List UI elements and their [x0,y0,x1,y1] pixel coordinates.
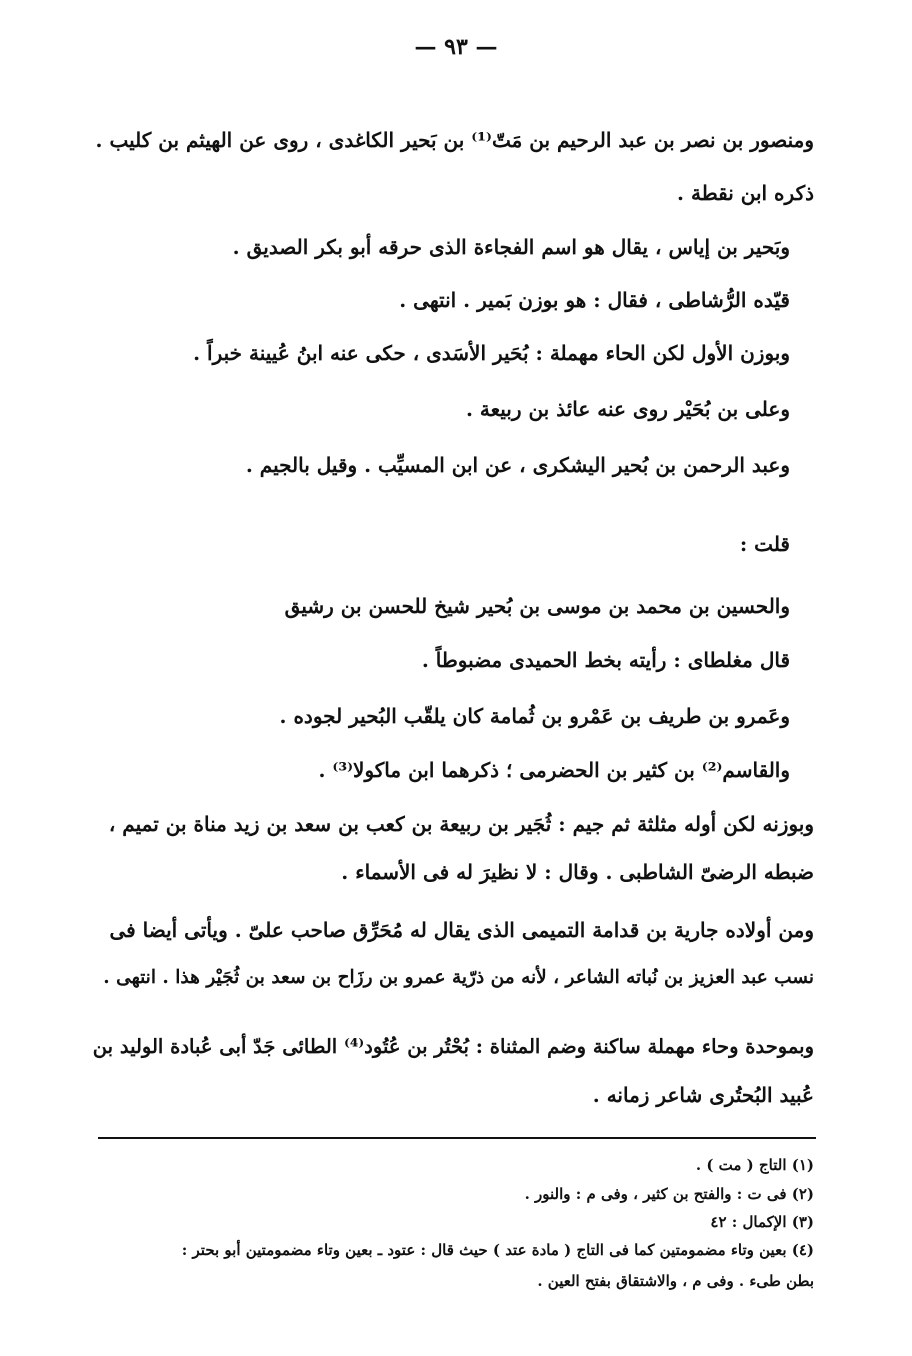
footnote: (٣) الإكمال : ٤٢ [710,1213,814,1231]
footnote: بطن طىء . وفى م ، والاشتقاق بفتح العين . [537,1272,814,1290]
text-line: والحسين بن محمد بن موسى بن بُحير شيخ للحسن بن رشيق [284,594,790,618]
text-line: وبموحدة وحاء مهملة ساكنة وضم المثناة : بُحْتُر بن عُتُود⁽⁴⁾ الطائى جَدّ أبى عُبادة الوليد بن [92,1035,814,1058]
footnote-separator [98,1137,816,1139]
footnote: (٤) بعين وتاء مضمومتين كما فى التاج ( مادة عتد ) حيث قال : عتود ـ بعين وتاء مضمومتين أبو بحتر : [181,1241,814,1259]
text-line: ذكره ابن نقطة . [677,181,814,205]
footnote: (١) التاج ( مت ) . [695,1156,814,1174]
text-line: وبَحير بن إياس ، يقال هو اسم الفجاءة الذى حرقه أبو بكر الصديق . [232,235,790,259]
footnote: (٢) فى ت : والفتح بن كثير ، وفى م : والنور . [524,1185,814,1203]
text-line: ومنصور بن نصر بن عبد الرحيم بن مَتّ⁽¹⁾ بن بَحير الكاغدى ، روى عن الهيثم بن كليب . [95,128,814,152]
text-line: وبوزنه لكن أوله مثلثة ثم جيم : ثُجَير بن ربيعة بن كعب بن سعد بن زيد مناة بن تميم ، [108,812,814,836]
text-line: نسب عبد العزيز بن نُباته الشاعر ، لأنه من ذرّية عمرو بن رزَاح بن سعد بن ثُجَيْر هذا . انتهى . [103,967,814,988]
text-line: ومن أولاده جارية بن قدامة التميمى الذى يقال له مُحَرِّق صاحب علىّ . ويأتى أيضا فى [109,918,814,942]
text-line: وعلى بن بُحَيْر روى عنه عائذ بن ربيعة . [465,397,790,421]
text-line: وعَمرو بن طريف بن عَمْرو بن ثُمامة كان يلقّب البُحير لجوده . [279,704,790,728]
text-line: وعبد الرحمن بن بُحير اليشكرى ، عن ابن المسيِّب . وقيل بالجيم . [245,453,790,477]
text-line: وبوزن الأول لكن الحاء مهملة : بُحَير الأسَدى ، حكى عنه ابنُ عُيينة خبراً . [193,341,790,365]
text-line: والقاسم⁽²⁾ بن كثير بن الحضرمى ؛ ذكرهما ابن ماكولا⁽³⁾ . [318,758,790,782]
text-line: قال مغلطاى : رأيته بخط الحميدى مضبوطاً . [421,648,790,672]
page-number: — ٩٣ — [414,34,498,60]
text-line: عُبيد البُحتُرى شاعر زمانه . [592,1083,814,1107]
section-heading: قلت : [739,532,790,556]
text-line: قيّده الرُّشاطى ، فقال : هو بوزن بَمير . انتهى . [399,288,790,312]
text-line: ضبطه الرضىّ الشاطبى . وقال : لا نظيرَ له فى الأسماء . [341,860,814,884]
